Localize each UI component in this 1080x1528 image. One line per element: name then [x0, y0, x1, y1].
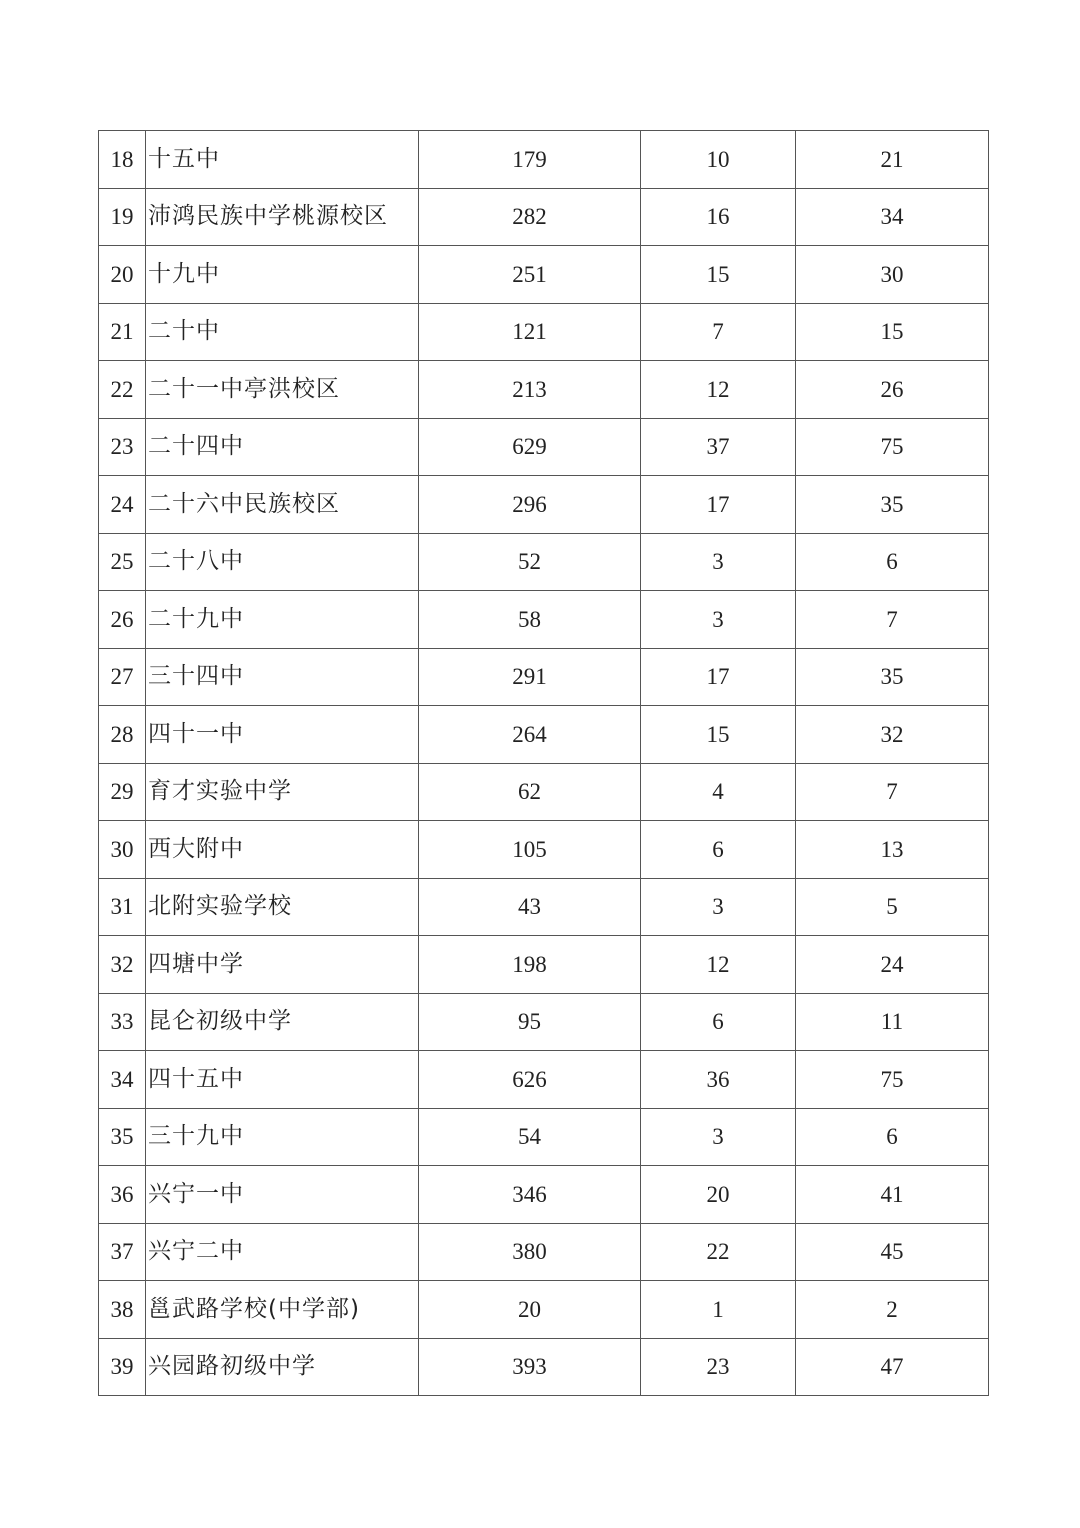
value-col-1: 58: [419, 591, 641, 649]
row-index: 33: [99, 993, 146, 1051]
value-col-3: 34: [796, 188, 989, 246]
school-name: 二十九中: [146, 591, 419, 649]
school-name: 二十六中民族校区: [146, 476, 419, 534]
value-col-3: 11: [796, 993, 989, 1051]
value-col-1: 626: [419, 1051, 641, 1109]
table-row: [99, 1108, 989, 1166]
value-col-3: 41: [796, 1166, 989, 1224]
value-col-2: 37: [641, 418, 796, 476]
row-index: 36: [99, 1166, 146, 1224]
value-col-3: 5: [796, 878, 989, 936]
row-index: 24: [99, 476, 146, 534]
value-col-2: 3: [641, 533, 796, 591]
value-col-2: 12: [641, 361, 796, 419]
value-col-1: 179: [419, 131, 641, 189]
table-row: [99, 821, 989, 879]
table-row: [99, 131, 989, 189]
row-index: 34: [99, 1051, 146, 1109]
row-index: 28: [99, 706, 146, 764]
value-col-1: 43: [419, 878, 641, 936]
value-col-1: 282: [419, 188, 641, 246]
value-col-3: 75: [796, 418, 989, 476]
table-row: [99, 1051, 989, 1109]
value-col-2: 3: [641, 591, 796, 649]
value-col-3: 13: [796, 821, 989, 879]
row-index: 27: [99, 648, 146, 706]
table-row: [99, 1338, 989, 1396]
value-col-3: 21: [796, 131, 989, 189]
value-col-3: 6: [796, 533, 989, 591]
school-allocation-table: [98, 130, 989, 1396]
value-col-3: 30: [796, 246, 989, 304]
value-col-1: 264: [419, 706, 641, 764]
school-name: 二十一中亭洪校区: [146, 361, 419, 419]
table-row: [99, 648, 989, 706]
table-row: [99, 476, 989, 534]
value-col-2: 10: [641, 131, 796, 189]
value-col-1: 346: [419, 1166, 641, 1224]
value-col-1: 251: [419, 246, 641, 304]
school-name: 兴园路初级中学: [146, 1338, 419, 1396]
row-index: 39: [99, 1338, 146, 1396]
value-col-2: 15: [641, 706, 796, 764]
school-name: 十九中: [146, 246, 419, 304]
school-name: 沛鸿民族中学桃源校区: [146, 188, 419, 246]
value-col-3: 7: [796, 763, 989, 821]
value-col-2: 22: [641, 1223, 796, 1281]
value-col-2: 17: [641, 476, 796, 534]
value-col-1: 105: [419, 821, 641, 879]
value-col-2: 12: [641, 936, 796, 994]
school-name: 西大附中: [146, 821, 419, 879]
value-col-3: 47: [796, 1338, 989, 1396]
table-row: [99, 993, 989, 1051]
school-name: 昆仑初级中学: [146, 993, 419, 1051]
school-name: 四塘中学: [146, 936, 419, 994]
row-index: 29: [99, 763, 146, 821]
value-col-1: 198: [419, 936, 641, 994]
table-row: [99, 418, 989, 476]
table-row: [99, 1166, 989, 1224]
value-col-2: 3: [641, 1108, 796, 1166]
value-col-2: 23: [641, 1338, 796, 1396]
school-name: 育才实验中学: [146, 763, 419, 821]
value-col-1: 54: [419, 1108, 641, 1166]
row-index: 18: [99, 131, 146, 189]
value-col-2: 6: [641, 821, 796, 879]
table-row: [99, 706, 989, 764]
value-col-2: 3: [641, 878, 796, 936]
value-col-3: 75: [796, 1051, 989, 1109]
value-col-2: 7: [641, 303, 796, 361]
school-name: 二十八中: [146, 533, 419, 591]
value-col-1: 380: [419, 1223, 641, 1281]
row-index: 20: [99, 246, 146, 304]
row-index: 30: [99, 821, 146, 879]
row-index: 23: [99, 418, 146, 476]
school-name: 三十四中: [146, 648, 419, 706]
value-col-1: 213: [419, 361, 641, 419]
table-row: [99, 246, 989, 304]
table-row: [99, 533, 989, 591]
value-col-3: 24: [796, 936, 989, 994]
value-col-2: 4: [641, 763, 796, 821]
value-col-2: 6: [641, 993, 796, 1051]
table-row: [99, 591, 989, 649]
value-col-3: 26: [796, 361, 989, 419]
row-index: 35: [99, 1108, 146, 1166]
value-col-3: 2: [796, 1281, 989, 1339]
table-row: [99, 936, 989, 994]
value-col-3: 45: [796, 1223, 989, 1281]
value-col-3: 6: [796, 1108, 989, 1166]
value-col-1: 296: [419, 476, 641, 534]
value-col-2: 20: [641, 1166, 796, 1224]
school-name: 北附实验学校: [146, 878, 419, 936]
value-col-1: 393: [419, 1338, 641, 1396]
value-col-1: 629: [419, 418, 641, 476]
value-col-1: 62: [419, 763, 641, 821]
row-index: 22: [99, 361, 146, 419]
value-col-1: 20: [419, 1281, 641, 1339]
row-index: 19: [99, 188, 146, 246]
value-col-3: 15: [796, 303, 989, 361]
value-col-1: 121: [419, 303, 641, 361]
value-col-1: 291: [419, 648, 641, 706]
row-index: 25: [99, 533, 146, 591]
value-col-3: 35: [796, 648, 989, 706]
school-name: 十五中: [146, 131, 419, 189]
school-name: 兴宁一中: [146, 1166, 419, 1224]
table-row: [99, 878, 989, 936]
row-index: 26: [99, 591, 146, 649]
value-col-3: 32: [796, 706, 989, 764]
table-row: [99, 361, 989, 419]
row-index: 37: [99, 1223, 146, 1281]
value-col-1: 52: [419, 533, 641, 591]
table-row: [99, 1281, 989, 1339]
value-col-2: 17: [641, 648, 796, 706]
value-col-2: 15: [641, 246, 796, 304]
value-col-2: 36: [641, 1051, 796, 1109]
school-name: 三十九中: [146, 1108, 419, 1166]
table-row: [99, 303, 989, 361]
value-col-3: 35: [796, 476, 989, 534]
value-col-2: 16: [641, 188, 796, 246]
school-name: 四十一中: [146, 706, 419, 764]
row-index: 31: [99, 878, 146, 936]
school-name: 邕武路学校(中学部): [146, 1281, 419, 1339]
table-row: [99, 1223, 989, 1281]
table-row: [99, 188, 989, 246]
row-index: 38: [99, 1281, 146, 1339]
row-index: 32: [99, 936, 146, 994]
school-name: 二十四中: [146, 418, 419, 476]
row-index: 21: [99, 303, 146, 361]
school-name: 二十中: [146, 303, 419, 361]
value-col-2: 1: [641, 1281, 796, 1339]
value-col-1: 95: [419, 993, 641, 1051]
table-row: [99, 763, 989, 821]
school-name: 兴宁二中: [146, 1223, 419, 1281]
school-name: 四十五中: [146, 1051, 419, 1109]
value-col-3: 7: [796, 591, 989, 649]
